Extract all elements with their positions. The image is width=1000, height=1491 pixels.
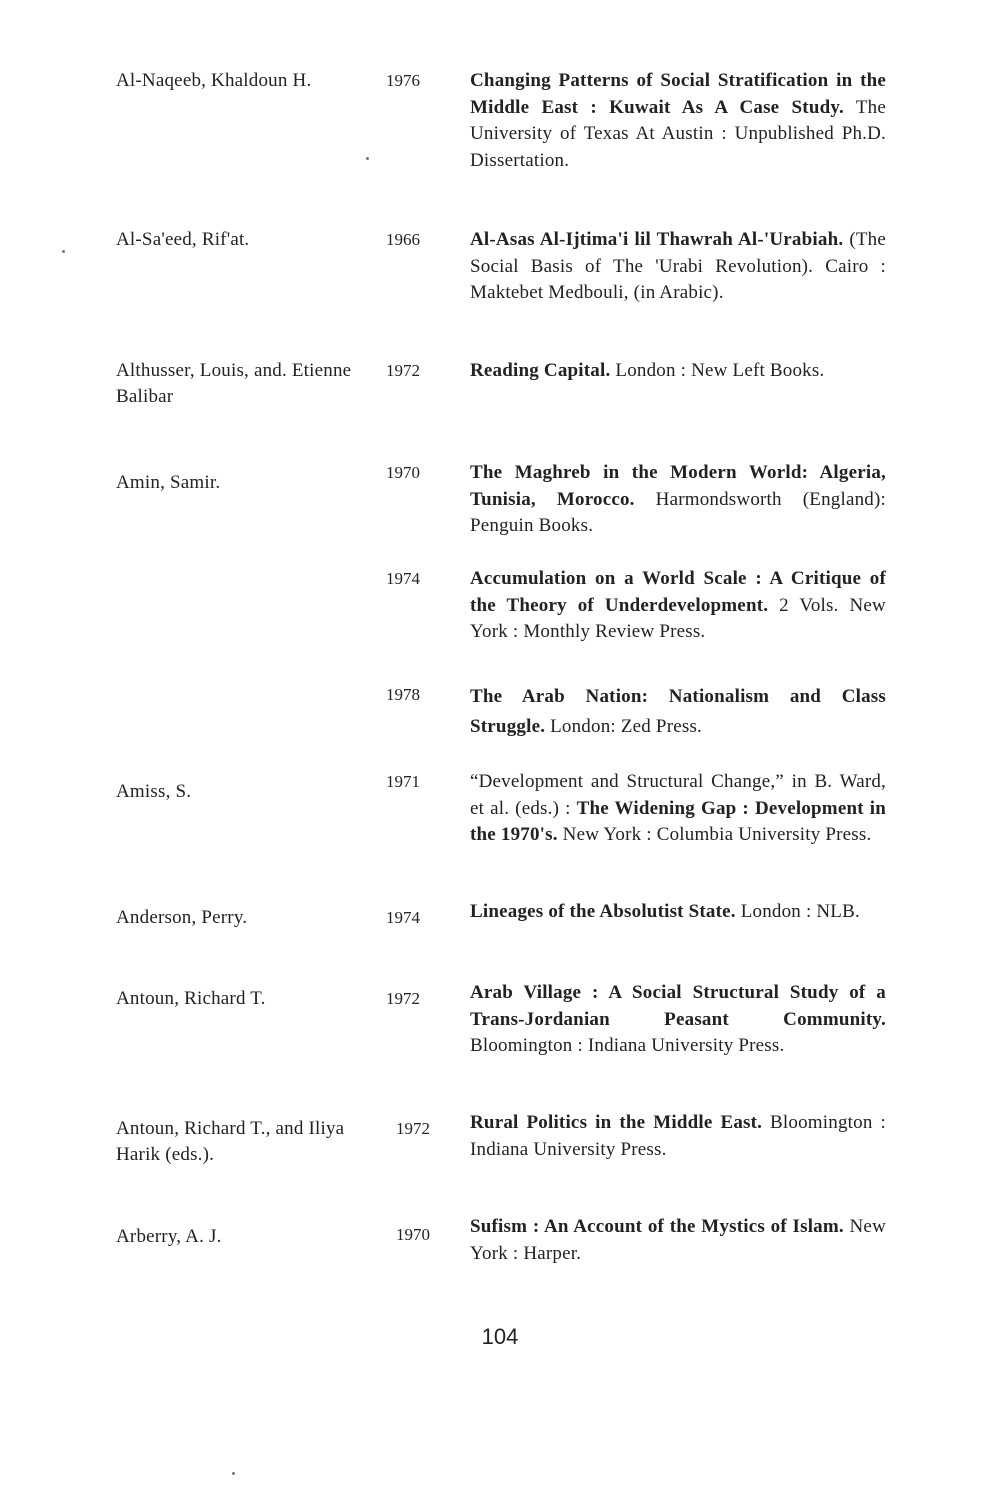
entry-author: Al-Naqeeb, Khaldoun H. — [116, 70, 312, 91]
entry-title: Arab Village : A Social Structural Study of a Trans-Jordanian Peasant Community. — [470, 982, 886, 1030]
entry-author: Antoun, Richard T. — [116, 988, 266, 1009]
entry-reference — [470, 358, 886, 385]
entry-title: Changing Patterns of Social Stratification in the Middle East : Kuwait As A Case Study. — [470, 70, 886, 118]
entry-details: Bloomington : Indiana University Press. — [470, 1112, 886, 1160]
entry-reference — [470, 682, 886, 742]
entry-reference — [470, 68, 886, 174]
entry-details: (The Social Basis of The 'Urabi Revolution). Cairo : Maktebet Medbouli, (in Arabic). — [470, 229, 886, 303]
entry-year: 1974 — [386, 908, 420, 927]
entry-title: Reading Capital. — [470, 360, 611, 381]
entry-details: New York : Harper. — [470, 1216, 886, 1264]
entry-year: 1970 — [396, 1225, 430, 1244]
entry-title: The Maghreb in the Modern World: Algeria, Tunisia, Morocco. — [470, 462, 886, 510]
entry-year: 1972 — [386, 989, 420, 1008]
scan-speck — [232, 1472, 235, 1475]
entry-details: Harmondsworth (England): Penguin Books. — [470, 488, 886, 536]
entry-details: London: Zed Press. — [545, 716, 702, 737]
entry-details: Bloomington : Indiana University Press. — [470, 1035, 785, 1056]
entry-year: 1976 — [386, 71, 420, 90]
entry-reference — [470, 1214, 886, 1267]
entry-year: 1966 — [386, 230, 420, 249]
entry-year: 1974 — [386, 569, 420, 588]
entry-author: Antoun, Richard T., and Iliya Harik (eds.). — [116, 1118, 345, 1165]
entry-title: Rural Politics in the Middle East. — [470, 1112, 763, 1133]
page-number: 104 — [481, 1324, 519, 1349]
entry-author: Amiss, S. — [116, 781, 192, 802]
entry-reference — [470, 980, 886, 1060]
entry-reference — [470, 227, 886, 307]
entry-author: Althusser, Louis, and. Etienne Balibar — [116, 360, 352, 407]
scan-speck — [366, 157, 369, 160]
entry-reference — [470, 460, 886, 540]
entry-year: 1970 — [386, 463, 420, 482]
entry-details: New York : Columbia University Press. — [557, 824, 872, 845]
entry-year: 1972 — [386, 361, 420, 380]
entry-author: Amin, Samir. — [116, 472, 221, 493]
entry-author: Arberry, A. J. — [116, 1226, 222, 1247]
entry-title: Lineages of the Absolutist State. — [470, 901, 736, 922]
entry-title: The Arab Nation: Nationalism and Class Struggle. — [470, 686, 886, 737]
entry-year: 1978 — [386, 685, 420, 704]
entry-details: 2 Vols. New York : Monthly Review Press. — [470, 594, 886, 642]
entry-year: 1971 — [386, 772, 420, 791]
scan-speck — [62, 250, 65, 253]
entry-details: London : New Left Books. — [610, 360, 825, 381]
entry-prefix: “Development and Structural Change,” in B. Ward, et al. (eds.) : — [470, 771, 886, 819]
entry-author: Al-Sa'eed, Rif'at. — [116, 229, 250, 250]
entry-reference — [470, 1110, 886, 1163]
entry-reference — [470, 899, 886, 926]
entry-reference — [470, 769, 886, 849]
entry-title: Al-Asas Al-Ijtima'i lil Thawrah Al-'Urabiah. — [470, 229, 844, 250]
entry-details: The University of Texas At Austin : Unpublished Ph.D. Dissertation. — [470, 96, 887, 171]
entry-title: Accumulation on a World Scale : A Critique of the Theory of Underdevelopment. — [470, 568, 886, 616]
entry-author: Anderson, Perry. — [116, 907, 248, 928]
entry-reference — [470, 566, 886, 646]
entry-title: Sufism : An Account of the Mystics of Islam. — [470, 1216, 844, 1237]
entry-details: London : NLB. — [735, 901, 860, 922]
entry-title: The Widening Gap : Development in the 1970's. — [470, 797, 886, 845]
entry-year: 1972 — [396, 1119, 430, 1138]
